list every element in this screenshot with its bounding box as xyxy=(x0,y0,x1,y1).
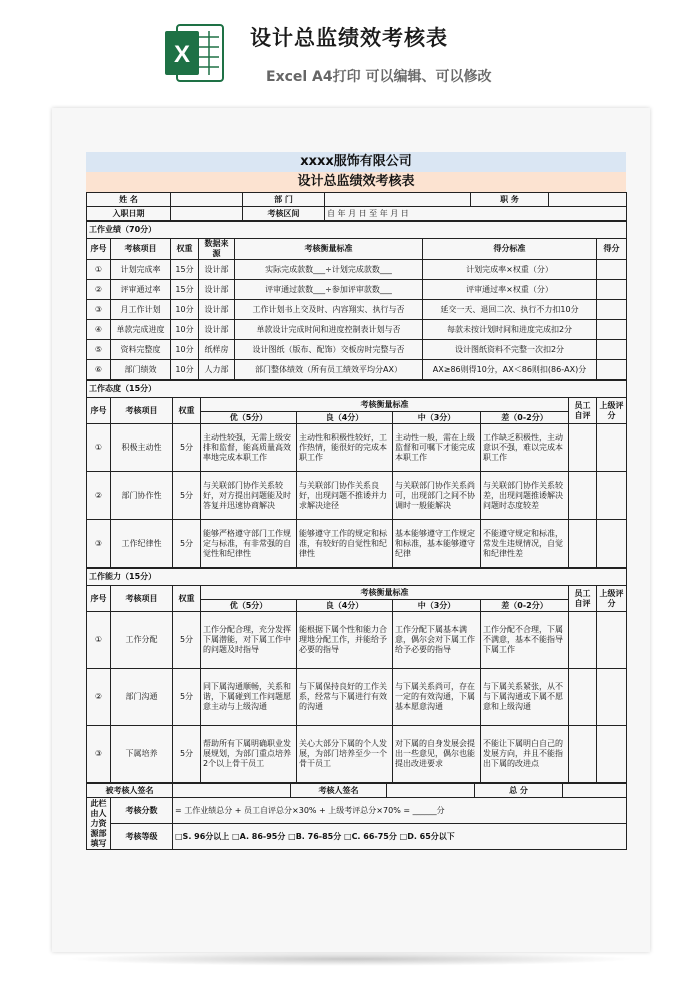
th-level-excellent: 优（5分） xyxy=(201,600,297,612)
row-no: ⑥ xyxy=(87,360,111,380)
row-no: ② xyxy=(87,472,111,520)
self-score-input[interactable] xyxy=(569,472,597,520)
row-no: ① xyxy=(87,612,111,669)
criteria-cell: 工作分配下属基本满意，偶尔会对下属工作给予必要的指导 xyxy=(393,612,481,669)
period-label: 考核区间 xyxy=(243,207,325,221)
self-score-input[interactable] xyxy=(569,520,597,568)
criteria-cell: 能够严格遵守部门工作规定与标准，有非常强的自觉性和纪律性 xyxy=(201,520,297,568)
criteria-cell: 与下属保持良好的工作关系，经常与下属进行有效的沟通 xyxy=(297,669,393,726)
criteria-cell: 主动性和积极性较好，工作热情，能很好的完成本职工作 xyxy=(297,424,393,472)
th-level-fair: 中（3分） xyxy=(393,600,481,612)
row-standard: 工作计划书上交及时、内容翔实、执行与否 xyxy=(235,300,423,320)
row-weight: 15分 xyxy=(171,260,199,280)
row-no: ① xyxy=(87,424,111,472)
row-item: 资料完整度 xyxy=(111,340,171,360)
supervisor-score-input[interactable] xyxy=(597,472,627,520)
th-no: 序号 xyxy=(87,398,111,424)
th-weight: 权重 xyxy=(173,398,201,424)
row-weight: 5分 xyxy=(173,424,201,472)
criteria-cell: 与下属关系尚可，存在一定的有效沟通，下属基本愿意沟通 xyxy=(393,669,481,726)
row-weight: 10分 xyxy=(171,320,199,340)
self-score-input[interactable] xyxy=(569,726,597,783)
th-weight: 权重 xyxy=(171,239,199,260)
row-item: 部门沟通 xyxy=(111,669,173,726)
row-score-input[interactable] xyxy=(597,260,627,280)
th-item: 考核项目 xyxy=(111,239,171,260)
row-item: 工作纪律性 xyxy=(111,520,173,568)
row-item: 下属培养 xyxy=(111,726,173,783)
row-no: ② xyxy=(87,280,111,300)
th-level-poor: 差（0-2分） xyxy=(481,412,569,424)
row-source: 人力部 xyxy=(199,360,235,380)
th-supervisor-score: 上级评分 xyxy=(597,398,627,424)
criteria-cell: 对下属的自身发展会提出一些意见，偶尔也能提出改进要求 xyxy=(393,726,481,783)
name-value[interactable] xyxy=(171,193,243,207)
th-self-score: 员工自评 xyxy=(569,398,597,424)
criteria-cell: 不能让下属明白自己的发展方向，并且不能指出下属的改进点 xyxy=(481,726,569,783)
table-row xyxy=(87,340,627,360)
company-name: xxxx服饰有限公司 xyxy=(86,152,626,172)
ability-section-title: 工作能力（15分） xyxy=(87,569,627,586)
assessor-sign-field[interactable] xyxy=(387,784,475,798)
assessor-sign-label: 考核人签名 xyxy=(291,784,387,798)
total-field[interactable] xyxy=(563,784,627,798)
row-score-input[interactable] xyxy=(597,300,627,320)
criteria-cell: 与下属关系紧张，从不与下属沟通或下属不愿意和上级沟通 xyxy=(481,669,569,726)
row-score-standard: 评审通过率×权重（分） xyxy=(423,280,597,300)
th-weight: 权重 xyxy=(173,586,201,612)
row-no: ③ xyxy=(87,726,111,783)
th-no: 序号 xyxy=(87,586,111,612)
name-label: 姓 名 xyxy=(87,193,171,207)
score-label: 考核分数 xyxy=(111,798,173,824)
table-row xyxy=(87,669,627,726)
info-table xyxy=(86,192,627,221)
supervisor-score-input[interactable] xyxy=(597,424,627,472)
self-score-input[interactable] xyxy=(569,424,597,472)
form xyxy=(86,152,626,850)
footer-table xyxy=(86,783,627,850)
self-score-input[interactable] xyxy=(569,612,597,669)
row-score-input[interactable] xyxy=(597,280,627,300)
row-standard: 评审通过款数___÷参加评审款数___ xyxy=(235,280,423,300)
attitude-section-title: 工作态度（15分） xyxy=(87,381,627,398)
criteria-cell: 与关联部门协作关系较差，出现问题推诿解决问题时态度较差 xyxy=(481,472,569,520)
supervisor-score-input[interactable] xyxy=(597,726,627,783)
row-source: 设计部 xyxy=(199,300,235,320)
ability-table xyxy=(86,568,627,783)
th-level-excellent: 优（5分） xyxy=(201,412,297,424)
header xyxy=(0,0,700,100)
criteria-cell: 主动性较强，无需上级安排和监督，能高质量高效率地完成本职工作 xyxy=(201,424,297,472)
grade-label: 考核等级 xyxy=(111,824,173,850)
criteria-cell: 帮助所有下属明确职业发展规划，为部门重点培养2个以上骨干员工 xyxy=(201,726,297,783)
performance-table xyxy=(86,221,627,380)
supervisor-score-input[interactable] xyxy=(597,520,627,568)
row-item: 积极主动性 xyxy=(111,424,173,472)
position-label: 职 务 xyxy=(471,193,549,207)
row-score-input[interactable] xyxy=(597,340,627,360)
performance-section-title: 工作业绩（70分） xyxy=(87,222,627,239)
join-date-label: 入职日期 xyxy=(87,207,171,221)
excel-icon-letter: X xyxy=(173,41,191,68)
table-row xyxy=(87,520,627,568)
page-subtitle: Excel A4打印 可以编辑、可以修改 xyxy=(266,69,492,85)
assessee-sign-label: 被考核人签名 xyxy=(87,784,173,798)
table-row xyxy=(87,300,627,320)
row-weight: 10分 xyxy=(171,360,199,380)
supervisor-score-input[interactable] xyxy=(597,669,627,726)
row-item: 部门协作性 xyxy=(111,472,173,520)
dept-value[interactable] xyxy=(325,193,471,207)
row-source: 纸样房 xyxy=(199,340,235,360)
self-score-input[interactable] xyxy=(569,669,597,726)
row-no: ④ xyxy=(87,320,111,340)
criteria-cell: 不能遵守规定和标准，常发生违规情况，自觉和纪律性差 xyxy=(481,520,569,568)
criteria-cell: 工作缺乏积极性，主动意识不强，难以完成本职工作 xyxy=(481,424,569,472)
row-no: ① xyxy=(87,260,111,280)
th-level-fair: 中（3分） xyxy=(393,412,481,424)
th-source: 数据来源 xyxy=(199,239,235,260)
page-title: 设计总监绩效考核表 xyxy=(250,26,448,50)
assessee-sign-field[interactable] xyxy=(173,784,291,798)
table-row xyxy=(87,726,627,783)
th-level-good: 良（4分） xyxy=(297,600,393,612)
form-title: 设计总监绩效考核表 xyxy=(86,172,626,192)
row-item: 工作分配 xyxy=(111,612,173,669)
row-score-standard: 每款未按计划时间和进度完成扣2分 xyxy=(423,320,597,340)
th-supervisor-score: 上级评分 xyxy=(597,586,627,612)
th-score-standard: 得分标准 xyxy=(423,239,597,260)
row-weight: 10分 xyxy=(171,300,199,320)
score-formula[interactable]: = 工作业绩总分 + 员工自评总分×30% + 上级考评总分×70% = ______分 xyxy=(173,798,627,824)
row-weight: 15分 xyxy=(171,280,199,300)
criteria-cell: 与关联部门协作关系较好，对方提出问题能及时答复并迅速协商解决 xyxy=(201,472,297,520)
th-level-good: 良（4分） xyxy=(297,412,393,424)
table-row xyxy=(87,280,627,300)
th-item: 考核项目 xyxy=(111,586,173,612)
grade-options[interactable]: □S. 96分以上 □A. 86-95分 □B. 76-85分 □C. 66-75分 □D. 65分以下 xyxy=(173,824,627,850)
join-date-value[interactable] xyxy=(171,207,243,221)
attitude-table xyxy=(86,380,627,568)
table-row xyxy=(87,612,627,669)
row-standard: 部门整体绩效（所有员工绩效平均分AX） xyxy=(235,360,423,380)
th-standard: 考核衡量标准 xyxy=(235,239,423,260)
row-score-standard: 设计图纸资料不完整一次扣2分 xyxy=(423,340,597,360)
criteria-cell: 能够遵守工作的规定和标准，有较好的自觉性和纪律性 xyxy=(297,520,393,568)
period-value[interactable]: 自 年 月 日 至 年 月 日 xyxy=(325,207,627,221)
row-item: 计划完成率 xyxy=(111,260,171,280)
row-score-input[interactable] xyxy=(597,320,627,340)
th-score: 得分 xyxy=(597,239,627,260)
row-standard: 单款设计完成时间和进度控制表计划与否 xyxy=(235,320,423,340)
criteria-cell: 能根据下属个性和能力合理地分配工作，并能给予必要的指导 xyxy=(297,612,393,669)
criteria-cell: 与关联部门协作关系良好，出现问题不推诿并力求解决途径 xyxy=(297,472,393,520)
row-score-standard: AX≥86则得10分，AX＜86则扣(86-AX)分 xyxy=(423,360,597,380)
criteria-cell: 关心大部分下属的个人发展，为部门培养至少一个骨干员工 xyxy=(297,726,393,783)
table-row xyxy=(87,260,627,280)
total-label: 总 分 xyxy=(475,784,563,798)
row-weight: 5分 xyxy=(173,669,201,726)
dept-label: 部 门 xyxy=(243,193,325,207)
row-no: ③ xyxy=(87,300,111,320)
row-item: 月工作计划 xyxy=(111,300,171,320)
row-item: 部门绩效 xyxy=(111,360,171,380)
row-score-input[interactable] xyxy=(597,360,627,380)
row-item: 评审通过率 xyxy=(111,280,171,300)
row-score-standard: 延交一天、退回二次、执行不力扣10分 xyxy=(423,300,597,320)
row-standard: 设计图纸（版布、配饰）交板房时完整与否 xyxy=(235,340,423,360)
row-weight: 5分 xyxy=(173,726,201,783)
row-weight: 5分 xyxy=(173,520,201,568)
supervisor-score-input[interactable] xyxy=(597,612,627,669)
table-row xyxy=(87,320,627,340)
row-weight: 5分 xyxy=(173,472,201,520)
row-no: ② xyxy=(87,669,111,726)
criteria-cell: 主动性一般，需在上级监督和可嘱下才能完成本职工作 xyxy=(393,424,481,472)
excel-icon xyxy=(163,21,225,85)
criteria-cell: 基本能够遵守工作规定和标准，基本能够遵守纪律 xyxy=(393,520,481,568)
th-item: 考核项目 xyxy=(111,398,173,424)
sheet-shadow xyxy=(66,952,636,966)
row-weight: 10分 xyxy=(171,340,199,360)
table-row xyxy=(87,472,627,520)
criteria-cell: 同下属沟通顺畅，关系和谐，下属碰到工作问题愿意主动与上级沟通 xyxy=(201,669,297,726)
th-standard: 考核衡量标准 xyxy=(201,586,569,600)
criteria-cell: 与关联部门协作关系尚可，出现部门之间不协调时一般能解决 xyxy=(393,472,481,520)
row-no: ⑤ xyxy=(87,340,111,360)
hr-fill-label: 此栏由人力资源部填写 xyxy=(87,798,111,850)
row-no: ③ xyxy=(87,520,111,568)
th-self-score: 员工自评 xyxy=(569,586,597,612)
row-score-standard: 计划完成率×权重（分） xyxy=(423,260,597,280)
row-source: 设计部 xyxy=(199,260,235,280)
table-row xyxy=(87,424,627,472)
row-weight: 5分 xyxy=(173,612,201,669)
row-item: 单款完成进度 xyxy=(111,320,171,340)
row-standard: 实际完成款数___÷计划完成款数___ xyxy=(235,260,423,280)
th-standard: 考核衡量标准 xyxy=(201,398,569,412)
position-value[interactable] xyxy=(549,193,627,207)
criteria-cell: 工作分配不合理，下属不满意，基本不能指导下属工作 xyxy=(481,612,569,669)
table-row xyxy=(87,360,627,380)
th-level-poor: 差（0-2分） xyxy=(481,600,569,612)
criteria-cell: 工作分配合理，充分发挥下属潜能，对下属工作中的问题及时指导 xyxy=(201,612,297,669)
row-source: 设计部 xyxy=(199,320,235,340)
row-source: 设计部 xyxy=(199,280,235,300)
th-no: 序号 xyxy=(87,239,111,260)
